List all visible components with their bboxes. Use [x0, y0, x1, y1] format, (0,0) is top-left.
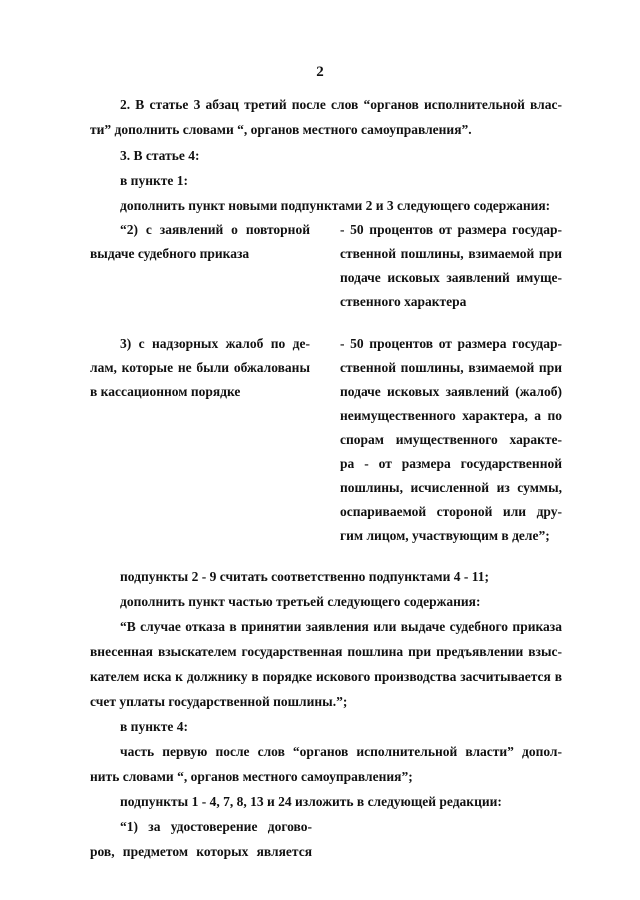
item3-right-line2: ственной пошлины, взимаемой при — [340, 360, 562, 375]
p11-line1: “1) за удостоверение догово- — [120, 819, 312, 834]
item2-left-line2: выдаче судебного приказа — [90, 246, 250, 261]
item3-right-line5: спорам имущественного характе- — [340, 432, 562, 447]
p2-text: 3. В статье 4: — [120, 148, 200, 163]
item3-left-line2: лам, которые не были обжалованы — [90, 360, 310, 375]
item3-right-line3: подаче исковых заявлений (жалоб) — [340, 384, 562, 399]
item3-right-line7: пошлины, исчисленной из суммы, — [340, 480, 562, 495]
p6-text: дополнить пункт частью третьей следующего содержания: — [120, 594, 481, 609]
item2-right-line4: ственного характера — [340, 294, 467, 309]
p7-line2: внесенная взыскателем государственная пошлина при предъявлении взыс- — [90, 644, 562, 659]
p7-line4: счет уплаты государственной пошлины.”; — [90, 694, 348, 709]
item3-right-line4: неимущественного характера, а по — [340, 408, 562, 423]
p9-line2: нить словами “, органов местного самоуправления”; — [90, 769, 413, 784]
p4-text: дополнить пункт новыми подпунктами 2 и 3 следующего содержания: — [120, 198, 551, 213]
p8-text: в пункте 4: — [120, 719, 188, 734]
item3-right-line9: гим лицом, участвующим в деле”; — [340, 528, 550, 543]
item3-right-line1: - 50 процентов от размера государ- — [340, 336, 562, 351]
p7-line1: “В случае отказа в принятии заявления или выдаче судебного приказа — [120, 619, 562, 634]
p10-text: подпункты 1 - 4, 7, 8, 13 и 24 изложить в следующей редакции: — [120, 794, 502, 809]
p1-line2: ти” дополнить словами “, органов местного самоуправления”. — [90, 122, 472, 137]
p7-line3: кателем иска к должнику в порядке искового производства засчитывается в — [90, 669, 562, 684]
p11-line2: ров, предметом которых является — [90, 844, 312, 859]
p5-text: подпункты 2 - 9 считать соответственно подпунктами 4 - 11; — [120, 569, 489, 584]
p9-line1: часть первую после слов “органов исполнительной власти” допол- — [120, 744, 562, 759]
p1-line1: 2. В статье 3 абзац третий после слов “органов исполнительной влас- — [120, 97, 562, 112]
item2-right-line1: - 50 процентов от размера государ- — [340, 222, 562, 237]
item2-left-line1: “2) с заявлений о повторной — [120, 222, 310, 237]
item3-left-line1: 3) с надзорных жалоб по де- — [120, 336, 310, 351]
item3-right-line6: ра - от размера государственной — [340, 456, 562, 471]
item3-right-line8: оспариваемой стороной или дру- — [340, 504, 562, 519]
item3-left-line3: в кассационном порядке — [90, 384, 241, 399]
page-number: 2 — [316, 64, 324, 80]
item2-right-line3: подаче исковых заявлений имуще- — [340, 270, 562, 285]
item2-right-line2: ственной пошлины, взимаемой при — [340, 246, 562, 261]
p3-text: в пункте 1: — [120, 173, 188, 188]
